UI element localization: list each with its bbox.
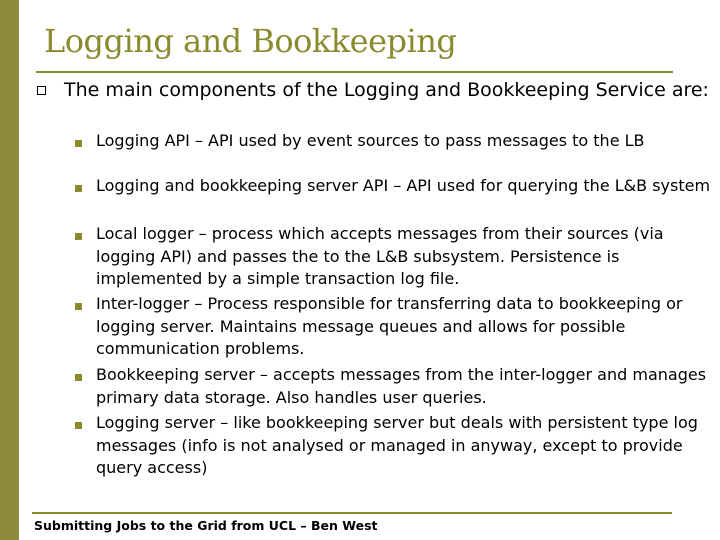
slide-title: Logging and Bookkeeping [44, 22, 457, 60]
title-divider [36, 71, 673, 73]
list-item-text: Bookkeeping server – accepts messages from the inter-logger and manages primary data storage. Also handles user queries. [96, 365, 707, 407]
list-item-text: Logging and bookkeeping server API – API used for querying the L&B system [96, 176, 711, 195]
square-bullet-icon [75, 303, 82, 310]
list-item-text: Logging server – like bookkeeping server but deals with persistent type log messages (info is not analysed or managed in anyway, except to provide query access) [96, 413, 698, 477]
square-bullet-icon [37, 86, 46, 95]
list-item-text: Local logger – process which accepts messages from their sources (via logging API) and passes the to the L&B subsystem. Persistence is implemented by a simple transaction log file. [96, 224, 664, 288]
left-accent-bar [0, 0, 19, 540]
square-bullet-icon [75, 140, 82, 147]
square-bullet-icon [75, 422, 82, 429]
square-bullet-icon [75, 185, 82, 192]
footer-divider [32, 512, 672, 514]
list-item-text: Inter-logger – Process responsible for transferring data to bookkeeping or logging server. Maintains message queues and allows for possible communication problems. [96, 294, 683, 358]
footer-text: Submitting Jobs to the Grid from UCL – Ben West [34, 518, 378, 533]
square-bullet-icon [75, 374, 82, 381]
list-item-text: Logging API – API used by event sources to pass messages to the LB [96, 131, 645, 150]
intro-text: The main components of the Logging and Bookkeeping Service are: [64, 79, 709, 101]
square-bullet-icon [75, 233, 82, 240]
